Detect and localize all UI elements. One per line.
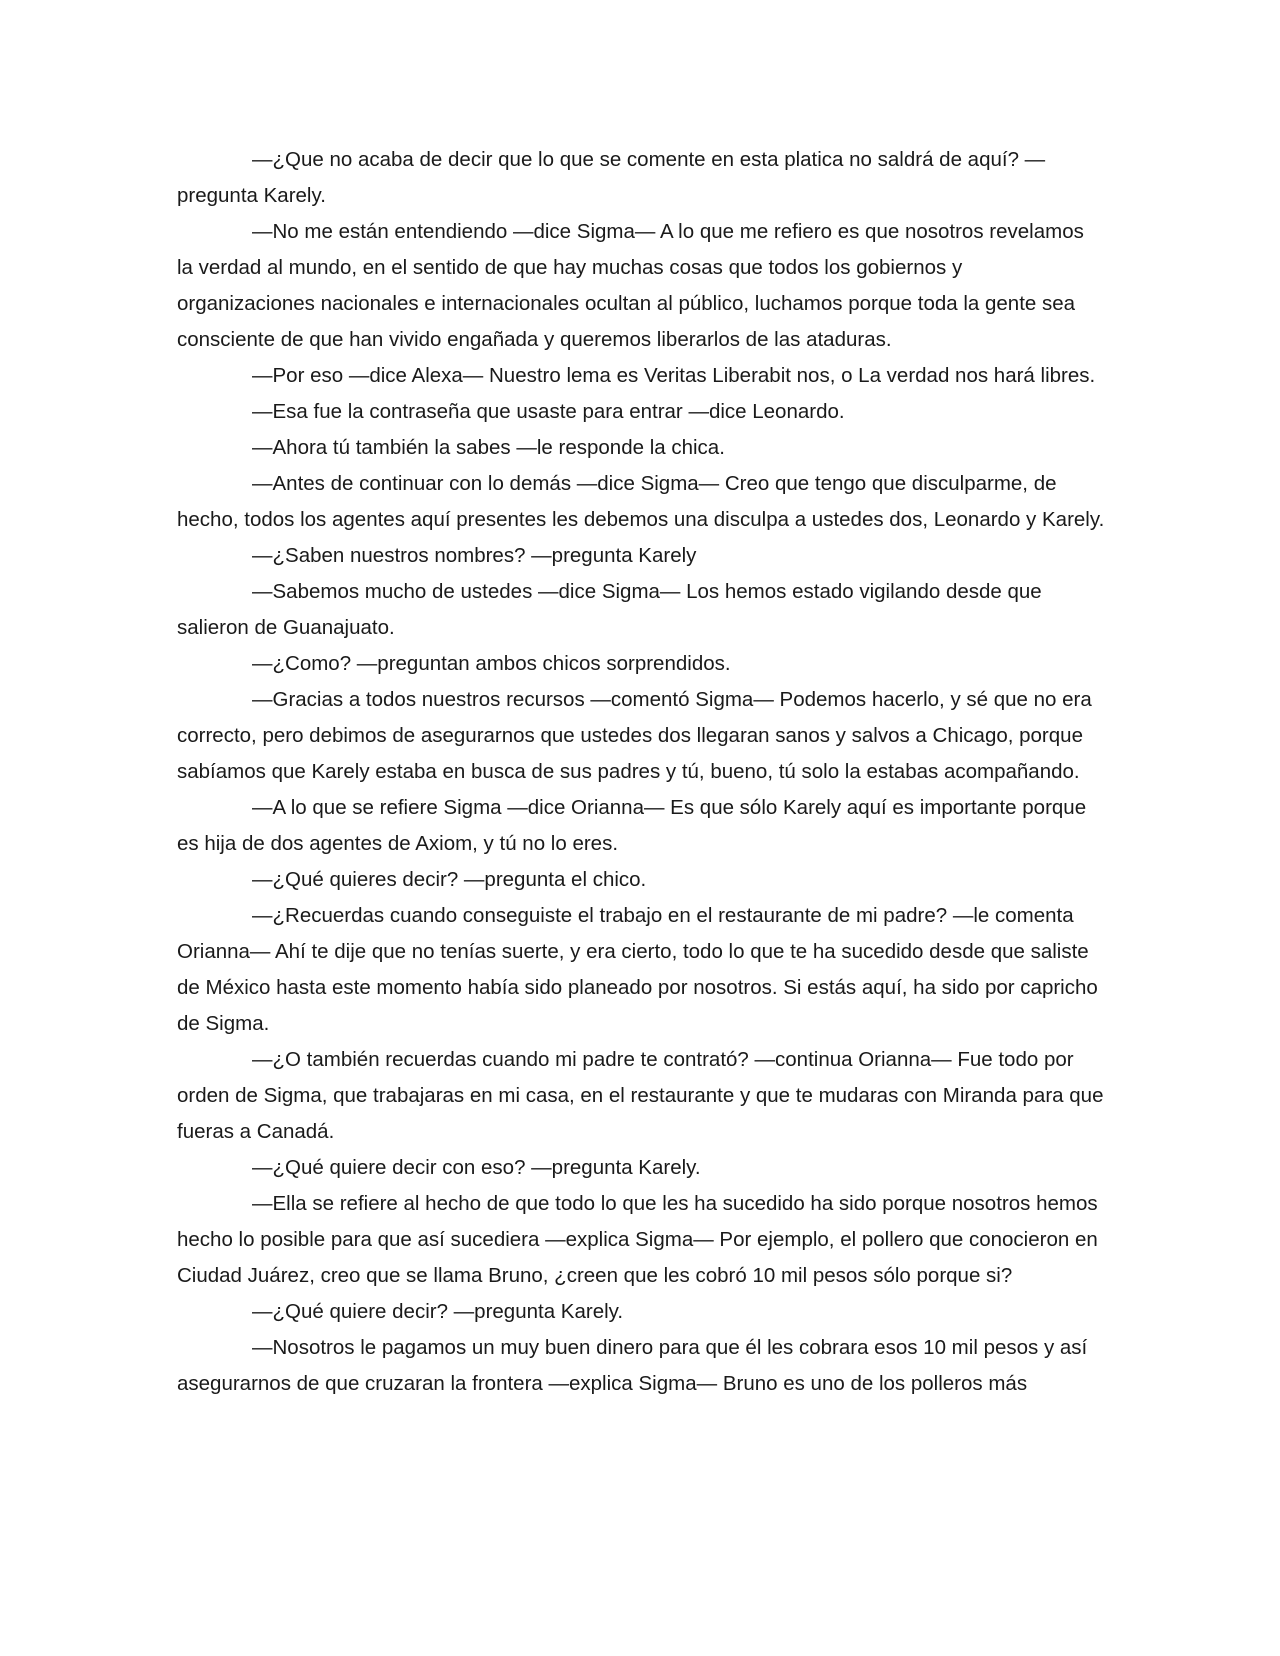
paragraph: —Esa fue la contraseña que usaste para entrar —dice Leonardo. <box>252 400 845 423</box>
paragraph: —Antes de continuar con lo demás —dice Sigma— Creo que tengo que disculparme, de hecho, todos los agentes aquí presentes les debemos una disculpa a ustedes dos, Leonardo y Karely. <box>177 472 1105 531</box>
paragraph: —¿Qué quiere decir con eso? —pregunta Karely. <box>252 1156 701 1179</box>
paragraph: —¿Qué quiere decir? —pregunta Karely. <box>252 1300 624 1323</box>
paragraph: —Sabemos mucho de ustedes —dice Sigma— Los hemos estado vigilando desde que salieron de Guanajuato. <box>177 580 1042 639</box>
paragraph: —Nosotros le pagamos un muy buen dinero para que él les cobrara esos 10 mil pesos y así asegurarnos de que cruzaran la frontera —explica Sigma— Bruno es uno de los polleros más <box>177 1336 1088 1395</box>
paragraph: —Gracias a todos nuestros recursos —comentó Sigma— Podemos hacerlo, y sé que no era correcto, pero debimos de asegurarnos que ustedes dos llegaran sanos y salvos a Chicago, porque sabíamos que Karely estaba en busca de sus padres y tú, bueno, tú solo la estabas acompañando. <box>177 688 1092 783</box>
paragraph: —A lo que se refiere Sigma —dice Orianna— Es que sólo Karely aquí es importante porque es hija de dos agentes de Axiom, y tú no lo eres. <box>177 796 1087 855</box>
paragraph: —¿Qué quieres decir? —pregunta el chico. <box>252 868 647 891</box>
paragraph: —Ella se refiere al hecho de que todo lo que les ha sucedido ha sido porque nosotros hemos hecho lo posible para que así sucediera —explica Sigma— Por ejemplo, el pollero que conocieron en Ciudad Juárez, creo que se llama Bruno, ¿creen que les cobró 10 mil pesos sólo porque si? <box>177 1192 1098 1287</box>
paragraph: —¿O también recuerdas cuando mi padre te contrató? —continua Orianna— Fue todo por orden de Sigma, que trabajaras en mi casa, en el restaurante y que te mudaras con Miranda para que fueras a Canadá. <box>177 1048 1104 1143</box>
paragraph: —No me están entendiendo —dice Sigma— A lo que me refiero es que nosotros revelamos la verdad al mundo, en el sentido de que hay muchas cosas que todos los gobiernos y organizaciones nacionales e internacionales ocultan al público, luchamos porque toda la gente sea consciente de que han vivido engañada y queremos liberarlos de las ataduras. <box>177 220 1084 351</box>
paragraph: —¿Recuerdas cuando conseguiste el trabajo en el restaurante de mi padre? —le comenta Orianna— Ahí te dije que no tenías suerte, y era cierto, todo lo que te ha sucedido desde que saliste de México hasta este momento había sido planeado por nosotros. Si estás aquí, ha sido por capricho de Sigma. <box>177 904 1098 1035</box>
paragraph: —Por eso —dice Alexa— Nuestro lema es Veritas Liberabit nos, o La verdad nos hará libres. <box>252 364 1096 387</box>
paragraph: —Ahora tú también la sabes —le responde la chica. <box>252 436 725 459</box>
paragraph: —¿Que no acaba de decir que lo que se comente en esta platica no saldrá de aquí? —pregunta Karely. <box>177 148 1046 207</box>
paragraph: —¿Como? —preguntan ambos chicos sorprendidos. <box>252 652 731 675</box>
body-text <box>177 142 1105 1402</box>
paragraph: —¿Saben nuestros nombres? —pregunta Karely <box>252 544 697 567</box>
